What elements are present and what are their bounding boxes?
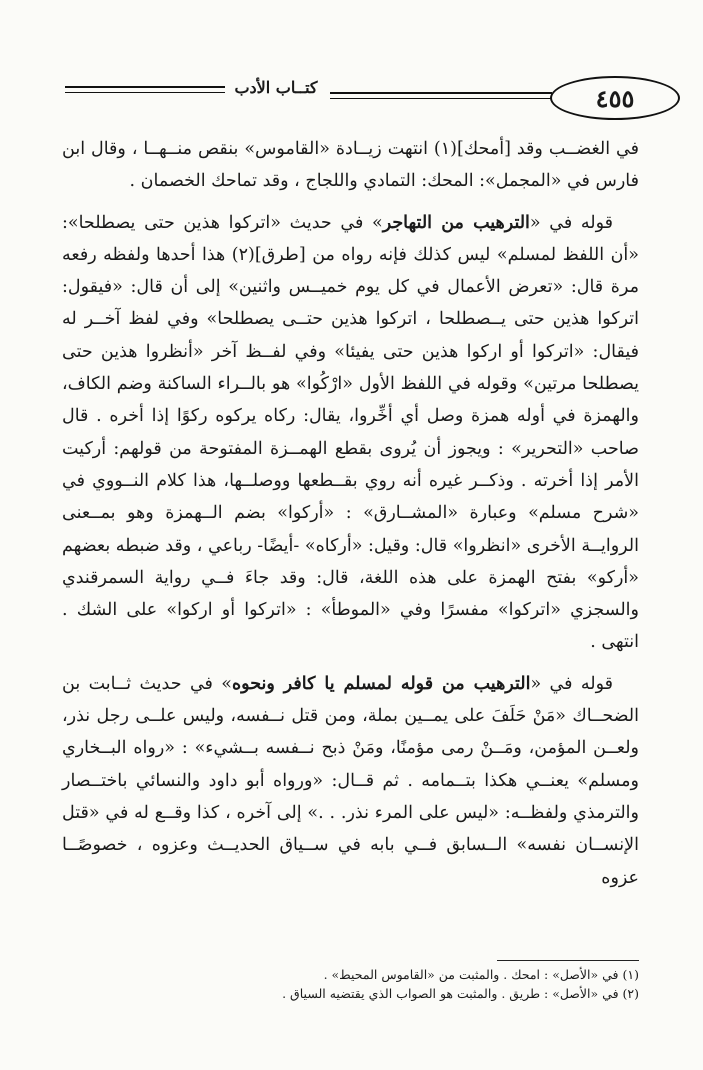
paragraph-1 xyxy=(62,133,639,198)
paragraph-3 xyxy=(62,668,639,894)
page-number-text: ٤٥٥ xyxy=(595,83,635,113)
footnote-2: (٢) في «الأصل» : طريق . والمثبت هو الصواب الذي يقتضيه السياق . xyxy=(282,986,639,1001)
paragraph-text: في الغضــب وقد [أمحك](١) انتهت زيــادة «القاموس» بنقص منــهــا ، وقال ابن فارس في «المجمل»: المحك: التمادي واللجاج ، وقد تماحك الخصمان . xyxy=(62,139,639,192)
footnote-separator xyxy=(497,960,639,961)
footnote-1: (١) في «الأصل» : امحك . والمثبت من «القاموس المحيط» . xyxy=(323,967,639,982)
header-rule xyxy=(330,98,552,99)
paragraph-text: » في حديث ثــابت بن الضحــاك «مَنْ حَلَفَ على يمــين بملة، ومن قتل نــفسه، وليس علــى رجل نذر، ولعــن المؤمن، ومَــنْ رمى مؤمنًا، ومَنْ ذبح نــفسه بــشيء» : «رواه البــخاري ومسلم» يعنــي هكذا بتــمامه . ثم قــال: «ورواه أبو داود والنسائي باختــصار والترمذي ولفظــه: «ليس على المرء نذر. . .» إلى آخره ، كذا وقــع له في «قتل الإنســان نفسه» الــسابق فــي بابه في ســياق الحديــث وعزوه ، خصوصًــا عزوه xyxy=(62,673,639,888)
paragraph-2 xyxy=(62,207,639,659)
paragraph-text: » في حديث «اتركوا هذين حتى يصطلحا»: «أن اللفظ لمسلم» ليس كذلك فإنه رواه من [طرق](٢) هذا أحدها ولفظه رفعه مرة قال: «تعرض الأعمال في كل يوم خميــس واثنين» إلى أن قال: «فيقول: اتركوا هذين حتى يــصطلحا ، اتركوا هذين حتــى يصطلحا» وفي لفظ آخــر له فيقال: «اتركوا أو اركوا هذين حتى يفيئا» وفي لفــظ آخر «أنظروا هذين حتى يصطلحا مرتين» وقوله في اللفظ الأول «ارْكُوا» هو بالــراء الساكنة وضم الكاف، والهمزة في أوله همزة وصل أي أخِّروا، يقال: ركاه يركوه ركوًا إذا أخره . قال صاحب «التحرير» : ويجوز أن يُروى بقطع الهمــزة المفتوحة من قولهم: أركيت الأمر إذا أخرته . وذكــر غيره أنه روي بقــطعها ووصلــها، هذا كلام النــووي في «شرح مسلم» وعبارة «المشــارق» : «أركوا» بضم الــهمزة وهو بمــعنى الروايــة الأخرى «انظروا» قال: وقيل: «أركاه» -أيضًا- رباعي ، وقد ضبطه بعضهم «أركو» بفتح الهمزة على هذه اللغة، قال: وقد جاءَ فــي رواية السمرقندي والسجزي «اتركوا» مفسرًا وفي «الموطأ» : «اتركوا أو اركوا» على الشك . انتهى . xyxy=(62,212,640,653)
paragraph-lead: قوله في « xyxy=(530,673,614,694)
header-rule xyxy=(65,92,225,93)
footnotes xyxy=(62,965,639,1003)
main-text xyxy=(62,133,639,894)
header-rule xyxy=(65,86,225,88)
chapter-title: كتــاب الأدب xyxy=(234,78,318,97)
section-heading: الترهيب من قوله لمسلم يا كافر ونحوه xyxy=(232,673,531,694)
paragraph-lead: قوله في « xyxy=(529,212,614,233)
page-header xyxy=(60,76,645,122)
page-number xyxy=(550,76,680,120)
section-heading: الترهيب من التهاجر xyxy=(382,212,530,233)
header-rule xyxy=(330,92,552,94)
